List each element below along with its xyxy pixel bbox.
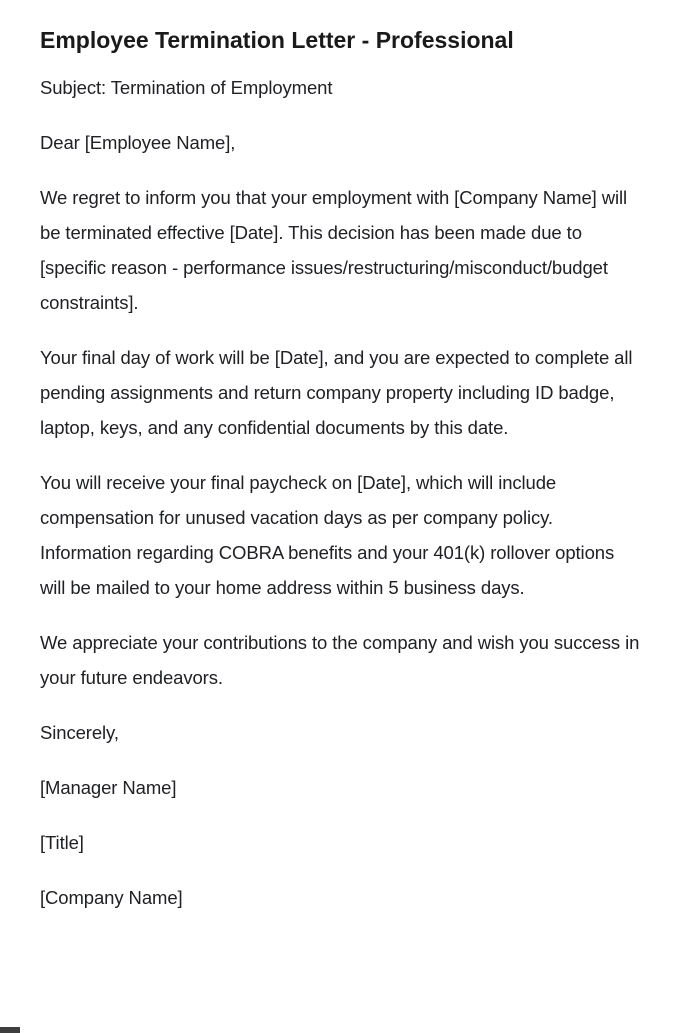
page-title: Employee Termination Letter - Professional <box>40 27 514 53</box>
subject-line: Subject: Termination of Employment <box>40 77 333 98</box>
signature-company-name: [Company Name] <box>40 887 183 908</box>
body-paragraph: We regret to inform you that your employment with [Company Name] will be terminated effective [Date]. This decision has been made due to [specific reason - performance issues/restructuring/misconduct/budget constraints]. <box>40 187 628 313</box>
corner-artifact <box>0 1027 20 1033</box>
body-paragraph: We appreciate your contributions to the company and wish you success in your future endeavors. <box>40 632 640 688</box>
closing: Sincerely, <box>40 722 119 743</box>
signature-manager-name: [Manager Name] <box>40 777 177 798</box>
body-paragraph: You will receive your final paycheck on [Date], which will include compensation for unused vacation days as per company policy. Information regarding COBRA benefits and your 401(k) rollover options will be mailed to your home address within 5 business days. <box>40 472 615 598</box>
signature-title: [Title] <box>40 832 84 853</box>
body-paragraph: Your final day of work will be [Date], and you are expected to complete all pending assignments and return company property including ID badge, laptop, keys, and any confidential documents by this date. <box>40 347 633 438</box>
salutation: Dear [Employee Name], <box>40 132 236 153</box>
